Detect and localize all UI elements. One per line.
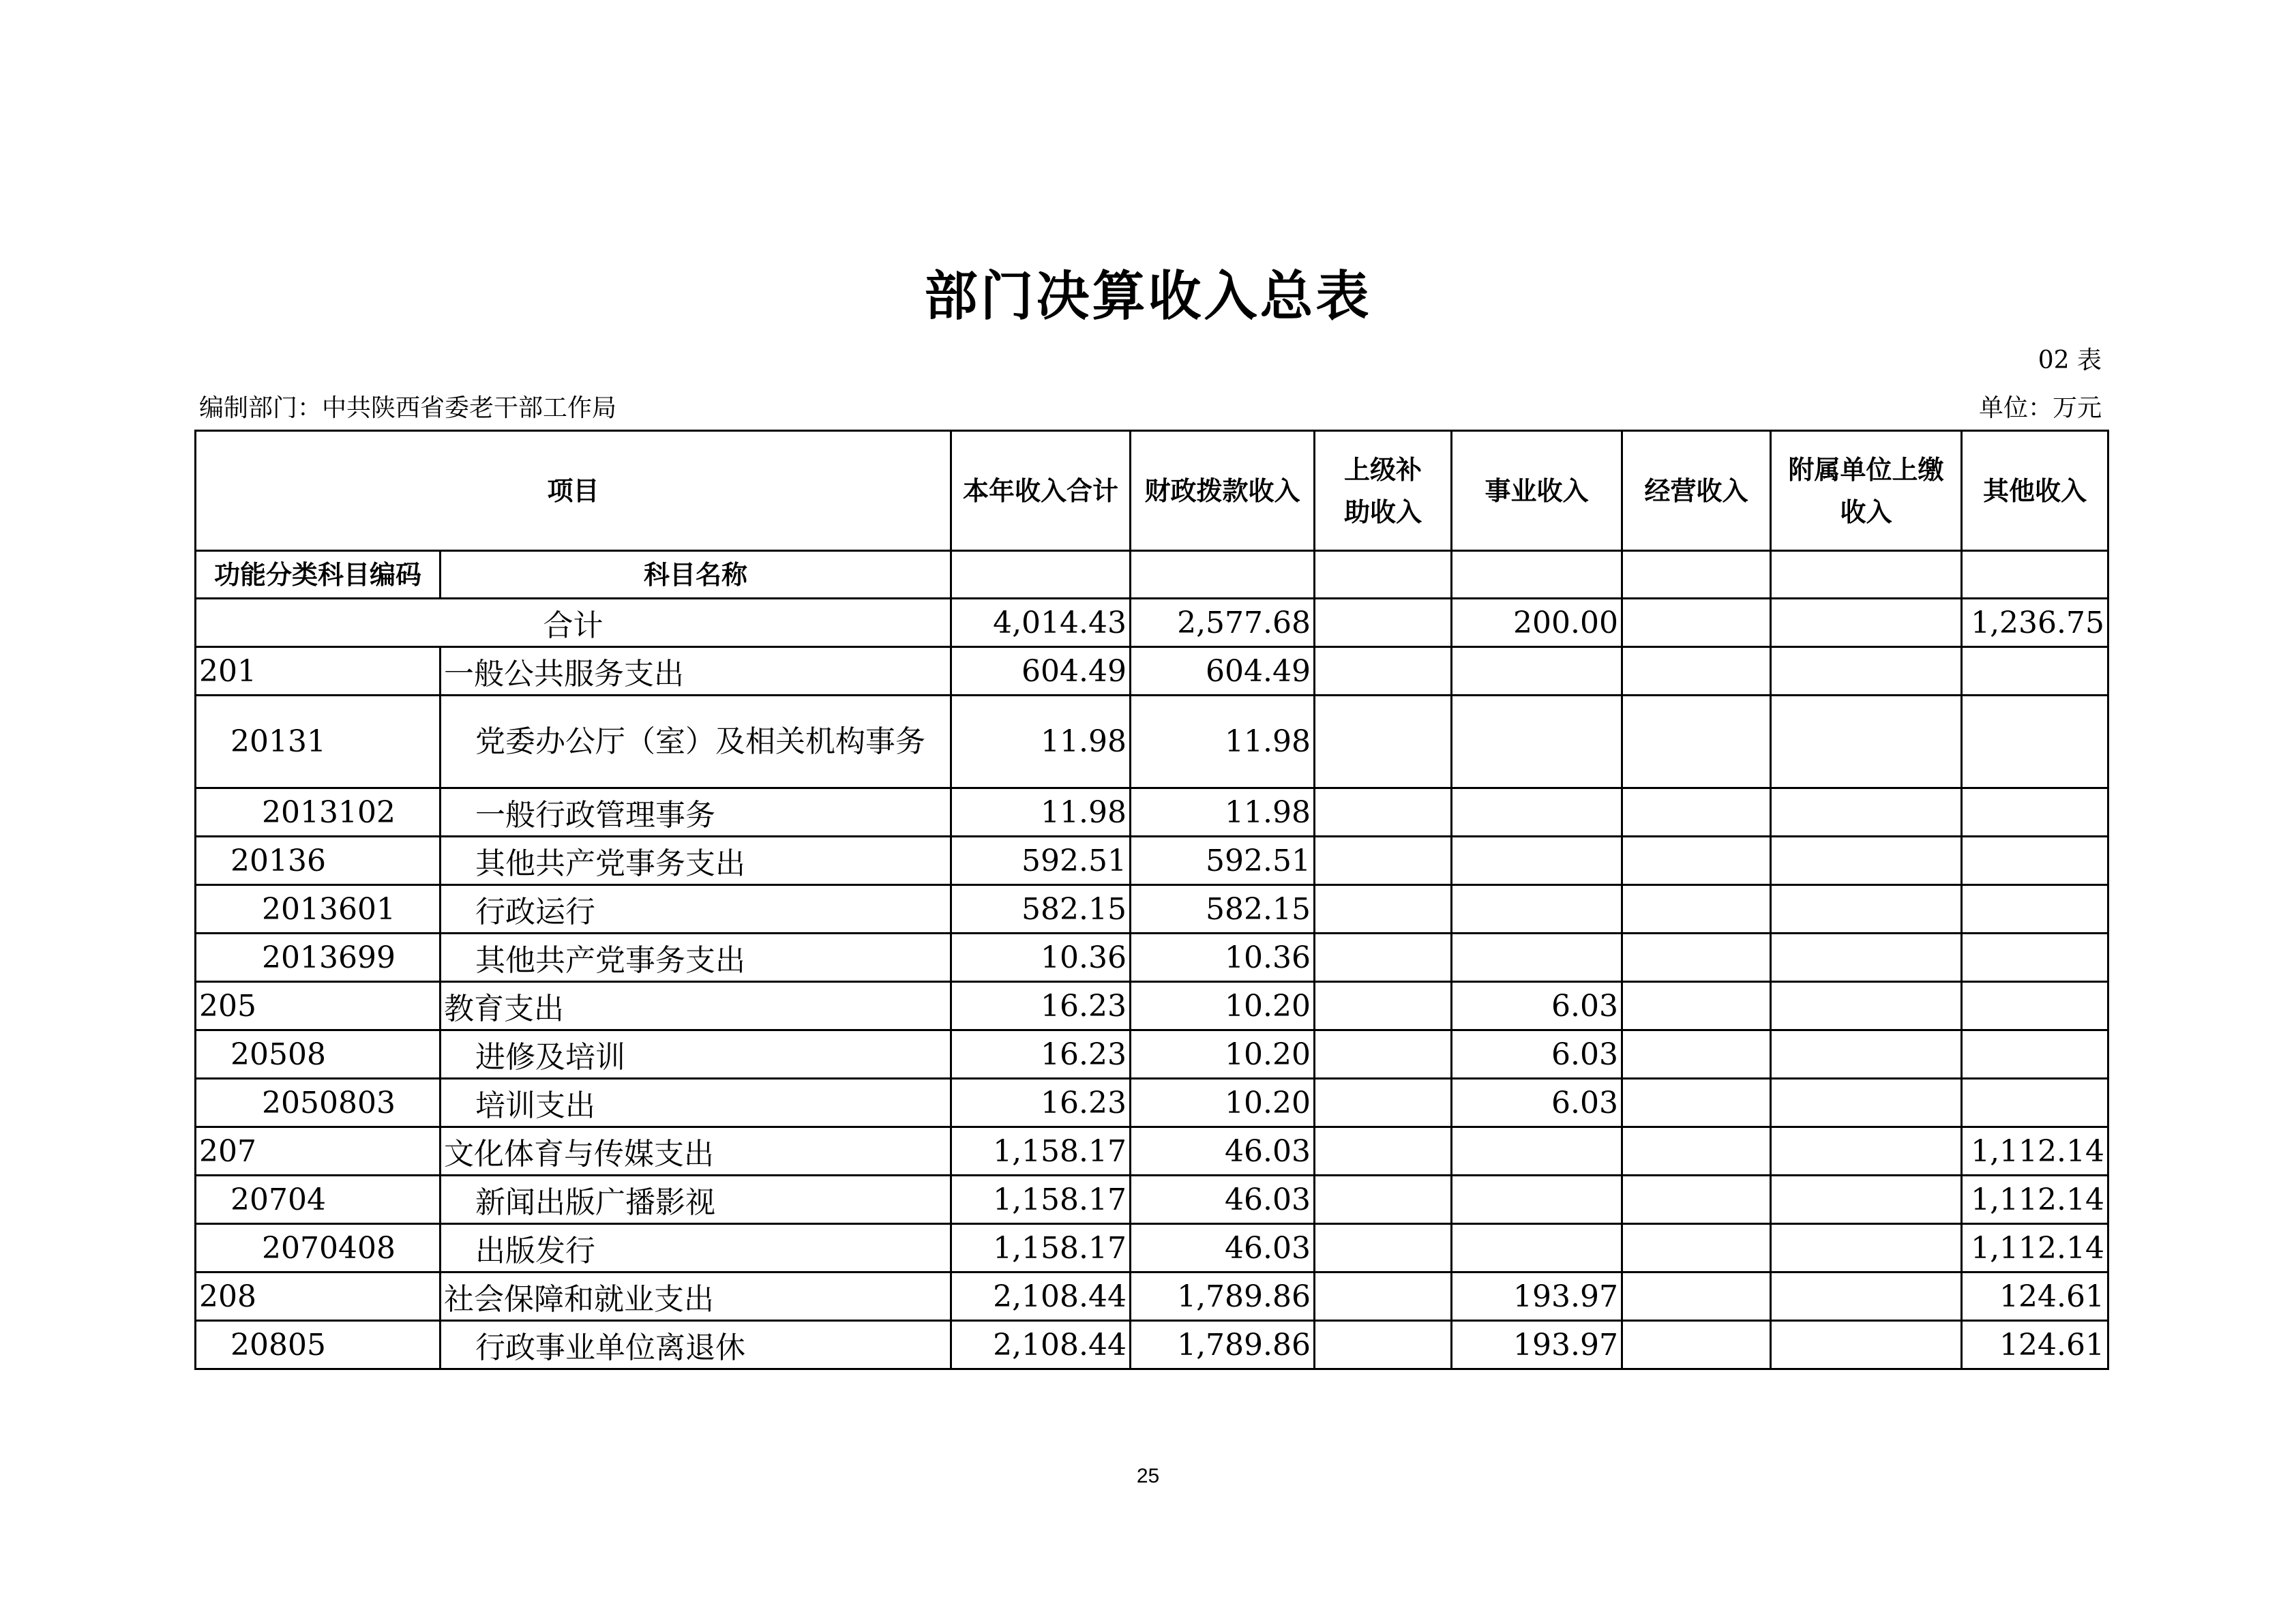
row-operating	[1622, 982, 1771, 1030]
row-superior	[1315, 1321, 1452, 1369]
row-code: 20508	[196, 1030, 441, 1079]
row-business	[1452, 885, 1622, 934]
row-superior	[1315, 982, 1452, 1030]
row-fiscal: 582.15	[1131, 885, 1315, 934]
row-operating	[1622, 837, 1771, 885]
total-total: 4,014.43	[951, 599, 1131, 647]
row-superior	[1315, 837, 1452, 885]
row-code: 20704	[196, 1176, 441, 1224]
row-superior	[1315, 934, 1452, 982]
row-code: 201	[196, 647, 441, 696]
table-row	[196, 1272, 2108, 1321]
row-superior	[1315, 788, 1452, 837]
row-operating	[1622, 1030, 1771, 1079]
row-other	[1962, 647, 2108, 696]
row-code: 2013699	[196, 934, 441, 982]
table-row	[196, 647, 2108, 696]
row-operating	[1622, 1321, 1771, 1369]
row-fiscal: 46.03	[1131, 1127, 1315, 1176]
row-fiscal: 46.03	[1131, 1176, 1315, 1224]
row-name: 一般公共服务支出	[441, 647, 951, 696]
header-other: 其他收入	[1962, 431, 2108, 551]
row-business	[1452, 1127, 1622, 1176]
row-business	[1452, 1224, 1622, 1272]
row-affiliated	[1771, 1079, 1962, 1127]
row-other	[1962, 1079, 2108, 1127]
row-other: 124.61	[1962, 1272, 2108, 1321]
row-superior	[1315, 1176, 1452, 1224]
page-title: 部门决算收入总表	[924, 266, 1372, 327]
row-code: 2070408	[196, 1224, 441, 1272]
row-other	[1962, 982, 2108, 1030]
row-business	[1452, 696, 1622, 788]
row-total: 592.51	[951, 837, 1131, 885]
row-affiliated	[1771, 982, 1962, 1030]
row-name: 社会保障和就业支出	[441, 1272, 951, 1321]
row-code: 20131	[196, 696, 441, 788]
row-business: 193.97	[1452, 1321, 1622, 1369]
row-code: 20805	[196, 1321, 441, 1369]
row-name: 文化体育与传媒支出	[441, 1127, 951, 1176]
header-total: 本年收入合计	[951, 431, 1131, 551]
total-row	[196, 599, 2108, 647]
row-code: 2013601	[196, 885, 441, 934]
row-name: 其他共产党事务支出	[441, 837, 951, 885]
header-operating: 经营收入	[1622, 431, 1771, 551]
total-superior	[1315, 599, 1452, 647]
row-affiliated	[1771, 1030, 1962, 1079]
row-superior	[1315, 1079, 1452, 1127]
row-code: 2013102	[196, 788, 441, 837]
row-name: 新闻出版广播影视	[441, 1176, 951, 1224]
row-name: 培训支出	[441, 1079, 951, 1127]
row-operating	[1622, 788, 1771, 837]
row-code: 205	[196, 982, 441, 1030]
row-other	[1962, 837, 2108, 885]
row-business	[1452, 1176, 1622, 1224]
row-fiscal: 10.36	[1131, 934, 1315, 982]
compiling-department: 编制部门：中共陕西省委老干部工作局	[199, 394, 617, 422]
row-operating	[1622, 934, 1771, 982]
row-total: 1,158.17	[951, 1176, 1131, 1224]
row-other	[1962, 788, 2108, 837]
row-total: 2,108.44	[951, 1272, 1131, 1321]
row-total: 1,158.17	[951, 1224, 1131, 1272]
row-fiscal: 10.20	[1131, 1079, 1315, 1127]
header-code: 功能分类科目编码	[196, 551, 441, 599]
row-fiscal: 592.51	[1131, 837, 1315, 885]
row-other	[1962, 885, 2108, 934]
header-item: 项目	[196, 431, 951, 551]
row-affiliated	[1771, 647, 1962, 696]
table-row	[196, 788, 2108, 837]
table-row	[196, 837, 2108, 885]
table-row	[196, 1321, 2108, 1369]
table-number: 02 表	[2038, 346, 2102, 374]
header-row	[196, 431, 2108, 551]
row-name: 教育支出	[441, 982, 951, 1030]
row-superior	[1315, 1224, 1452, 1272]
row-fiscal: 10.20	[1131, 982, 1315, 1030]
row-other: 1,112.14	[1962, 1127, 2108, 1176]
table-row	[196, 885, 2108, 934]
header-superior: 上级补助收入	[1315, 431, 1452, 551]
row-superior	[1315, 1127, 1452, 1176]
row-name: 出版发行	[441, 1224, 951, 1272]
row-total: 604.49	[951, 647, 1131, 696]
table-row	[196, 696, 2108, 788]
row-operating	[1622, 1176, 1771, 1224]
row-total: 16.23	[951, 982, 1131, 1030]
row-operating	[1622, 1079, 1771, 1127]
row-operating	[1622, 1127, 1771, 1176]
row-affiliated	[1771, 788, 1962, 837]
table-row	[196, 1030, 2108, 1079]
row-affiliated	[1771, 1272, 1962, 1321]
row-total: 2,108.44	[951, 1321, 1131, 1369]
header-name: 科目名称	[441, 551, 951, 599]
row-superior	[1315, 1030, 1452, 1079]
header-business: 事业收入	[1452, 431, 1622, 551]
row-superior	[1315, 647, 1452, 696]
table-row	[196, 982, 2108, 1030]
table-row	[196, 1224, 2108, 1272]
row-code: 208	[196, 1272, 441, 1321]
row-name: 进修及培训	[441, 1030, 951, 1079]
row-other: 124.61	[1962, 1321, 2108, 1369]
income-summary-table	[194, 430, 2109, 1370]
total-operating	[1622, 599, 1771, 647]
row-business: 6.03	[1452, 1079, 1622, 1127]
row-business: 6.03	[1452, 1030, 1622, 1079]
row-code: 207	[196, 1127, 441, 1176]
row-affiliated	[1771, 837, 1962, 885]
row-operating	[1622, 696, 1771, 788]
total-other: 1,236.75	[1962, 599, 2108, 647]
row-fiscal: 1,789.86	[1131, 1321, 1315, 1369]
row-other	[1962, 696, 2108, 788]
row-business	[1452, 934, 1622, 982]
subheader-row	[196, 551, 2108, 599]
total-label: 合计	[196, 599, 951, 647]
table-row	[196, 1079, 2108, 1127]
row-business	[1452, 837, 1622, 885]
row-operating	[1622, 1272, 1771, 1321]
row-affiliated	[1771, 696, 1962, 788]
header-affiliated: 附属单位上缴收入	[1771, 431, 1962, 551]
row-total: 1,158.17	[951, 1127, 1131, 1176]
row-business: 193.97	[1452, 1272, 1622, 1321]
row-fiscal: 46.03	[1131, 1224, 1315, 1272]
row-code: 20136	[196, 837, 441, 885]
row-operating	[1622, 1224, 1771, 1272]
row-affiliated	[1771, 1224, 1962, 1272]
row-affiliated	[1771, 1321, 1962, 1369]
table-row	[196, 1127, 2108, 1176]
row-operating	[1622, 885, 1771, 934]
row-name: 行政运行	[441, 885, 951, 934]
row-other: 1,112.14	[1962, 1224, 2108, 1272]
row-name: 行政事业单位离退休	[441, 1321, 951, 1369]
row-operating	[1622, 647, 1771, 696]
row-fiscal: 1,789.86	[1131, 1272, 1315, 1321]
row-fiscal: 10.20	[1131, 1030, 1315, 1079]
total-business: 200.00	[1452, 599, 1622, 647]
row-affiliated	[1771, 885, 1962, 934]
table-row	[196, 1176, 2108, 1224]
row-affiliated	[1771, 934, 1962, 982]
row-superior	[1315, 885, 1452, 934]
row-affiliated	[1771, 1127, 1962, 1176]
page-number: 25	[1136, 1465, 1160, 1487]
row-total: 16.23	[951, 1079, 1131, 1127]
table-row	[196, 934, 2108, 982]
row-other: 1,112.14	[1962, 1176, 2108, 1224]
row-fiscal: 11.98	[1131, 696, 1315, 788]
row-superior	[1315, 1272, 1452, 1321]
row-other	[1962, 934, 2108, 982]
row-code: 2050803	[196, 1079, 441, 1127]
row-affiliated	[1771, 1176, 1962, 1224]
row-total: 11.98	[951, 696, 1131, 788]
row-name: 党委办公厅（室）及相关机构事务	[441, 696, 951, 788]
row-total: 11.98	[951, 788, 1131, 837]
row-other	[1962, 1030, 2108, 1079]
row-fiscal: 11.98	[1131, 788, 1315, 837]
row-superior	[1315, 696, 1452, 788]
total-affiliated	[1771, 599, 1962, 647]
row-name: 其他共产党事务支出	[441, 934, 951, 982]
row-business	[1452, 647, 1622, 696]
row-total: 10.36	[951, 934, 1131, 982]
row-total: 582.15	[951, 885, 1131, 934]
row-total: 16.23	[951, 1030, 1131, 1079]
row-business	[1452, 788, 1622, 837]
row-fiscal: 604.49	[1131, 647, 1315, 696]
row-business: 6.03	[1452, 982, 1622, 1030]
unit-label: 单位：万元	[1978, 394, 2102, 422]
header-fiscal: 财政拨款收入	[1131, 431, 1315, 551]
row-name: 一般行政管理事务	[441, 788, 951, 837]
total-fiscal: 2,577.68	[1131, 599, 1315, 647]
